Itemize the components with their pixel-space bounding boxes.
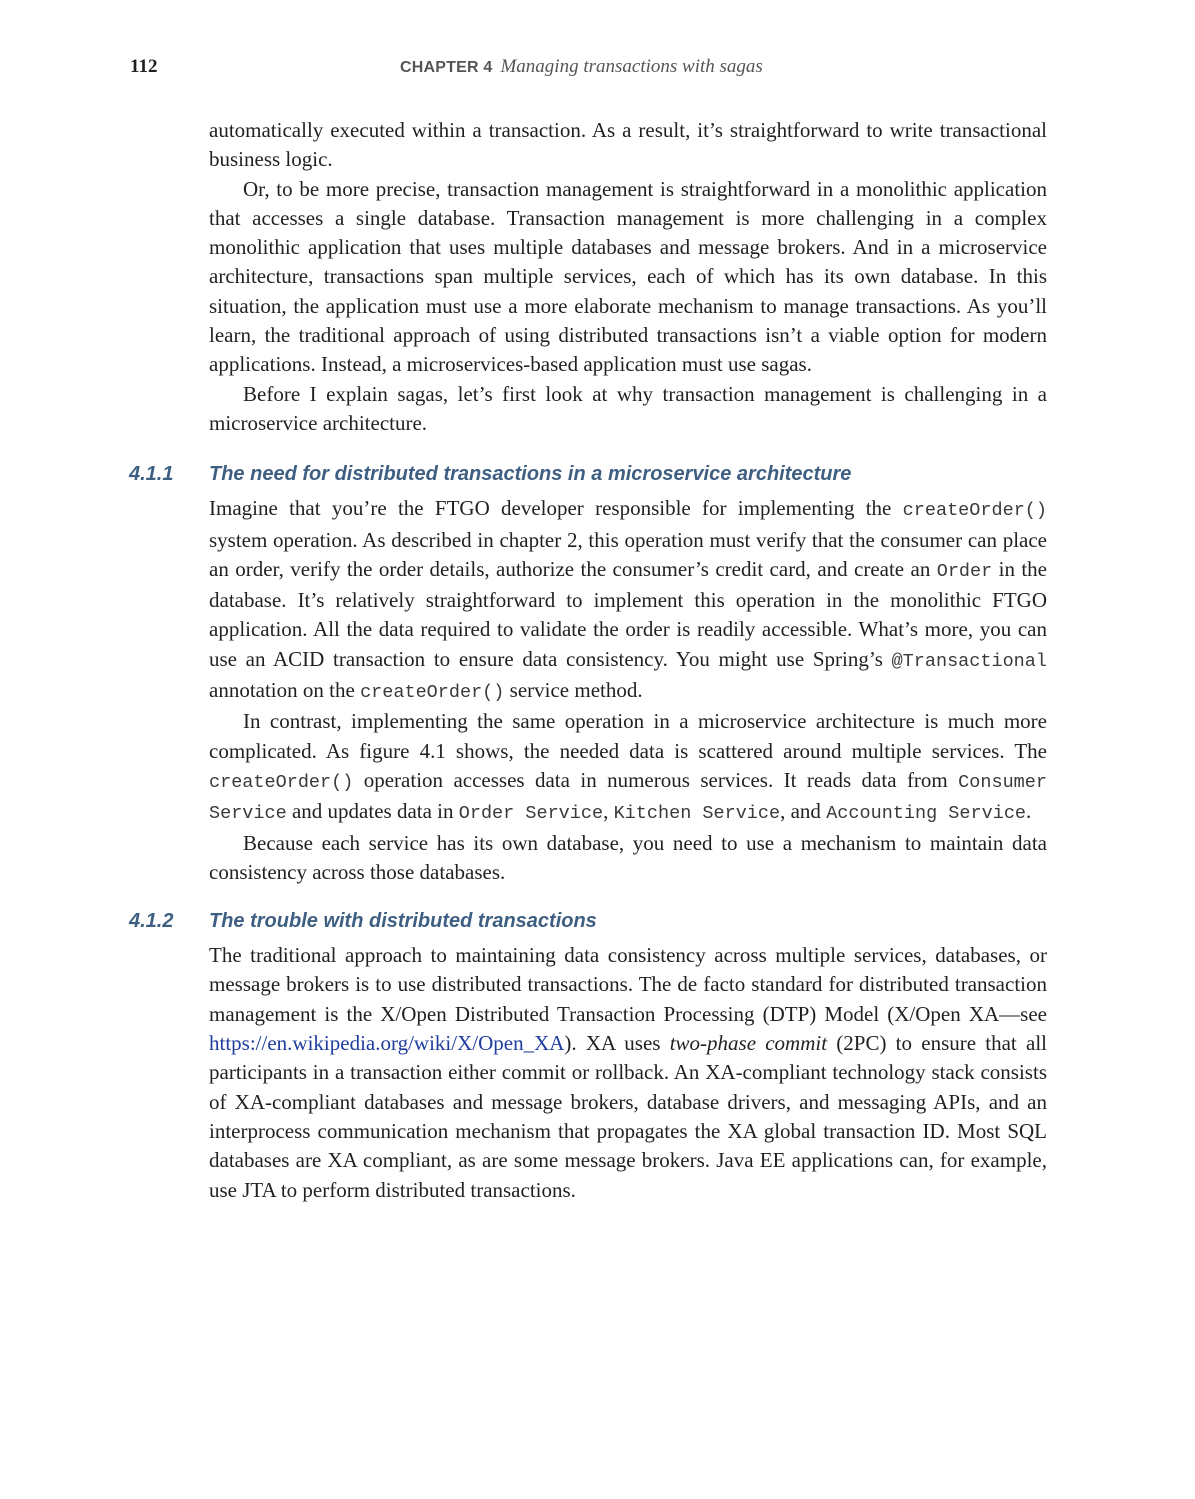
code-kitchen-service: Kitchen Service	[613, 803, 781, 825]
running-head	[400, 56, 763, 78]
section-heading-4-1-1	[129, 460, 1047, 488]
code-order-service: Order Service	[458, 803, 604, 825]
section-number: 4.1.2	[129, 910, 174, 933]
section-title: The need for distributed transactions in a microservice architecture	[209, 463, 852, 486]
intro-paragraph-3: Before I explain sagas, let’s first look at why transaction management is challenging in a microservice architecture.	[209, 381, 1047, 435]
code-order: Order	[936, 560, 993, 582]
code-create-order-1: createOrder()	[902, 500, 1047, 522]
intro-paragraph-1: automatically executed within a transaction. As a result, it’s straightforward to write transactional business logic.	[209, 118, 1047, 172]
section-4-1-1-paragraph-1: Imagine that you’re the FTGO developer responsible for implementing the createOrder() system operation. As described in chapter 2, this operation must verify that the consumer can place an order, verify the order details, authorize the consumer’s credit card, and create an Order in the database. It’s relatively straightforward to implement this operation in the monolithic FTGO application. All the data required to validate the order is readily accessible. What’s more, you can use an ACID transaction to ensure data consistency. You might use Spring’s @Transactional annotation on the createOrder() service method.	[209, 496, 1047, 704]
section-4-1-2-paragraph-1: The traditional approach to maintaining data consistency across multiple services, databases, or message brokers is to use distributed transactions. The de facto standard for distributed transaction management is the X/Open Distributed Transaction Processing (DTP) Model (X/Open XA—see https://en.wikipedia.org/wiki/X/Open_XA). XA uses two-phase commit (2PC) to ensure that all participants in a transaction either commit or rollback. An XA-compliant technology stack consists of XA-compliant databases and message brokers, database drivers, and messaging APIs, and an interprocess communication mechanism that propagates the XA global transaction ID. Most SQL databases are XA compliant, as are some message brokers. Java EE applications can, for example, use JTA to perform distributed transactions.	[209, 943, 1047, 1202]
section-4-1-1-paragraph-2: In contrast, implementing the same operation in a microservice architecture is much more complicated. As figure 4.1 shows, the needed data is scattered around multiple services. The createOrder() operation accesses data in numerous services. It reads data from Consumer Service and updates data in Order Service, Kitchen Service, and Accounting Service.	[209, 709, 1047, 825]
section-heading-4-1-2	[129, 907, 1047, 935]
page-header	[0, 56, 1195, 84]
intro-paragraph-2: Or, to be more precise, transaction management is straightforward in a monolithic application that accesses a single database. Transaction management is more challenging in a complex monolithic application that uses multiple databases and message brokers. And in a microservice architecture, transactions span multiple services, each of which has its own database. In this situation, the application must use a more elaborate mechanism to manage transactions. As you’ll learn, the traditional approach of using distributed transactions isn’t a viable option for modern applications. Instead, a microservices-based application must use sagas.	[209, 176, 1047, 377]
section-title: The trouble with distributed transactions	[209, 910, 597, 933]
code-consumer-service: Consumer Service	[209, 771, 1047, 825]
xa-wikipedia-link[interactable]: https://en.wikipedia.org/wiki/X/Open_XA	[209, 1031, 565, 1056]
chapter-label: CHAPTER 4	[400, 59, 493, 76]
section-number: 4.1.1	[129, 463, 174, 486]
section-4-1-1-paragraph-3: Because each service has its own database, you need to use a mechanism to maintain data consistency across those databases.	[209, 830, 1047, 884]
code-create-order-2: createOrder()	[360, 682, 505, 704]
page-number: 112	[130, 56, 158, 77]
chapter-title: Managing transactions with sagas	[500, 56, 763, 77]
code-create-order-3: createOrder()	[209, 771, 354, 793]
page-body	[129, 116, 1047, 1205]
two-phase-commit-term: two-phase commit	[669, 1031, 828, 1056]
code-accounting-service: Accounting Service	[826, 803, 1027, 825]
code-transactional: @Transactional	[891, 650, 1047, 672]
